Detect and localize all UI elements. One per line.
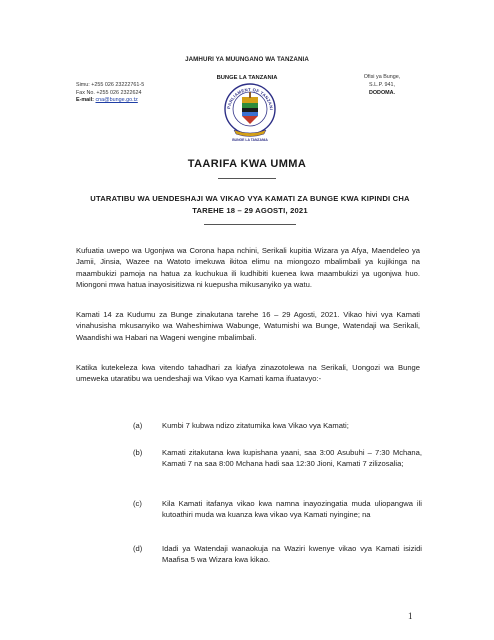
- emblem-bottom-text: BUNGE LA TANZANIA: [232, 138, 268, 142]
- page-number: 1: [408, 611, 413, 621]
- list-item-marker-c: (c): [133, 499, 142, 508]
- phone-line: Simu: +255 026 23222761-5: [76, 82, 145, 88]
- republic-heading: JAMHURI YA MUUNGANO WA TANZANIA: [185, 56, 309, 63]
- list-item-text-a: Kumbi 7 kubwa ndizo zitatumika kwa Vikao vya Kamati;: [162, 421, 349, 430]
- address-block-right: [356, 74, 408, 97]
- list-item-marker-b: (b): [133, 448, 143, 457]
- email-line: [76, 97, 144, 105]
- list-item-marker-d: (d): [133, 544, 143, 553]
- parliament-emblem-icon: [221, 80, 279, 142]
- list-item-text-b: Kamati zitakutana kwa kupishana yaani, saa 3:00 Asubuhi – 7:30 Mchana, Kamati 7 na saa 8:00 Mchana hadi saa 12:30 Jioni, Kamati 7 zilizosalia;: [162, 448, 422, 469]
- list-item-marker-a: (a): [133, 421, 143, 430]
- fax-line: Fax No. +255 026 2322624: [76, 89, 142, 96]
- city-line: DODOMA.: [368, 89, 396, 96]
- title-underline: [218, 178, 276, 179]
- email-label: E-mail:: [76, 97, 94, 104]
- notice-subtitle: UTARATIBU WA UENDESHAJI WA VIKAO VYA KAMATI ZA BUNGE KWA KIPINDI CHA TAREHE 18 – 29 AGOSTI, 2021: [90, 194, 410, 215]
- body-paragraph-2: Kamati 14 za Kudumu za Bunge zinakutana tarehe 16 – 29 Agosti, 2021. Vikao hivi vya Kamati vinahusisha mkusanyiko wa Waheshimiwa Wabunge, Watumishi wa Bunge, Watendaji wa Serikali, Waandishi wa Habari na Wageni wengine mbalimbali.: [76, 310, 420, 342]
- body-paragraph-3: Katika kutekeleza kwa vitendo tahadhari za kiafya zinazotolewa na Serikali, Uongozi wa Bunge umeweka utaratibu wa uendeshaji wa Vikao vya Kamati kama ifuatavyo:-: [76, 363, 420, 384]
- email-link[interactable]: cna@bunge.go.tz: [95, 97, 138, 104]
- contact-block-left: [76, 82, 144, 105]
- subtitle-underline: [204, 224, 296, 225]
- emblem-ring-text: PARLIAMENT OF TANZANI: [226, 86, 274, 111]
- body-paragraph-1: Kufuatia uwepo wa Ugonjwa wa Corona hapa nchini, Serikali kupitia Wizara ya Afya, Maendeleo ya Jamii, Jinsia, Wazee na Watoto imekuwa ikitoa elimu na miongozo mbalimbali ya kujikinga na maambukizi pamoja na hatua za kuchukua ili kudhibiti kuenea kwa maambukizi ya ugonjwa huo. Miongoni mwa hatua inayosisitizwa ni kuepusha mikusanyiko ya watu.: [76, 246, 420, 290]
- notice-title: TAARIFA KWA UMMA: [187, 158, 307, 170]
- list-item-text-c: Kila Kamati itafanya vikao kwa namna inayozingatia muda uliopangwa ili kutoathiri muda wa kuanza kwa vikao vya Kamati nyingine; na: [162, 499, 422, 520]
- list-item-text-d: Idadi ya Watendaji wanaokuja na Waziri kwenye vikao vya Kamati isizidi Maafisa 5 wa Wizara kwa kikao.: [162, 544, 422, 565]
- po-box-line: S.L.P. 941,: [369, 81, 395, 88]
- parliament-heading: BUNGE LA TANZANIA: [216, 75, 278, 81]
- office-line: Ofisi ya Bunge,: [363, 74, 401, 80]
